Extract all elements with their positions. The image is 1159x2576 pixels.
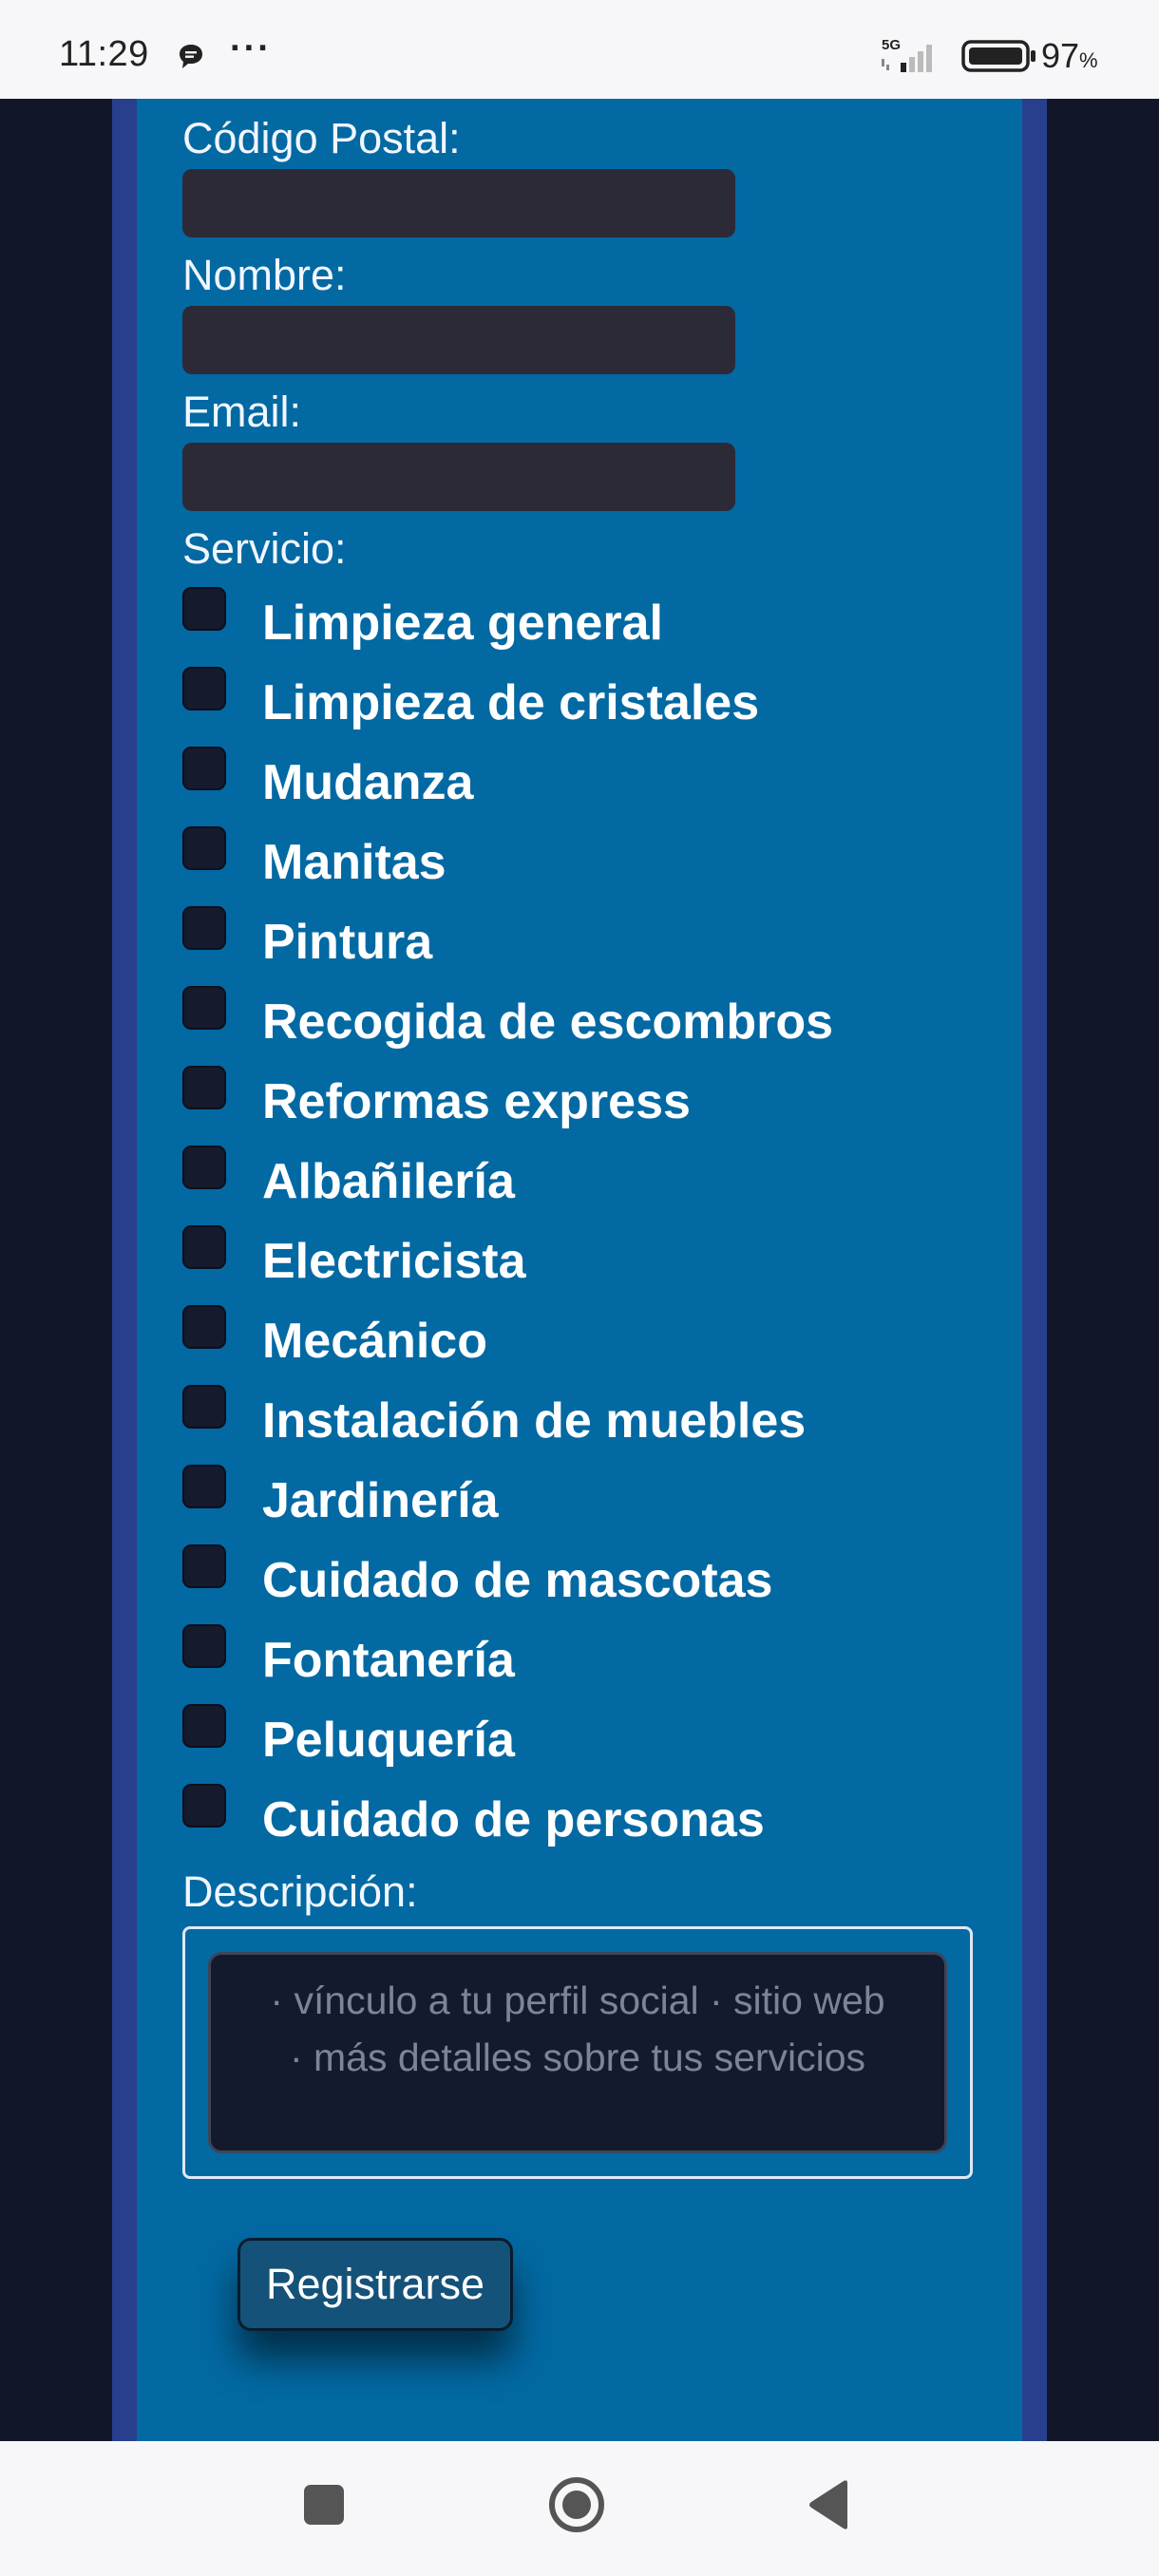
service-option-label: Instalación de muebles: [262, 1393, 807, 1449]
service-label: Servicio:: [182, 524, 347, 573]
register-button[interactable]: Registrarse: [238, 2238, 513, 2331]
email-input[interactable]: [182, 443, 735, 511]
service-checkbox[interactable]: [182, 667, 226, 710]
service-checkbox[interactable]: [182, 1146, 226, 1189]
more-notifications-icon: ···: [230, 28, 272, 68]
service-checkbox[interactable]: [182, 1624, 226, 1668]
service-option-label: Recogida de escombros: [262, 994, 834, 1050]
service-option-label: Jardinería: [262, 1473, 499, 1528]
network-type-text: 5G: [882, 37, 902, 53]
service-checkbox[interactable]: [182, 747, 226, 790]
chat-bubble-icon: [177, 42, 205, 70]
description-label: Descripción:: [182, 1867, 418, 1916]
service-checkbox[interactable]: [182, 826, 226, 870]
service-option-label: Cuidado de mascotas: [262, 1553, 773, 1608]
service-checkbox[interactable]: [182, 906, 226, 950]
service-option-label: Manitas: [262, 835, 446, 890]
description-placeholder: [228, 1972, 927, 2086]
service-checkbox[interactable]: [182, 1066, 226, 1109]
status-time: 11:29: [59, 34, 149, 74]
service-option-label: Fontanería: [262, 1633, 515, 1688]
battery-percent: 97%: [1041, 36, 1098, 75]
service-option-label: Albañilería: [262, 1154, 515, 1209]
service-option-label: Limpieza general: [262, 596, 663, 651]
service-checkbox[interactable]: [182, 986, 226, 1030]
email-label: Email:: [182, 388, 302, 436]
postal-code-label: Código Postal:: [182, 114, 461, 162]
service-option-label: Peluquería: [262, 1713, 515, 1768]
navigation-bar: [0, 2441, 1159, 2576]
service-checkbox[interactable]: [182, 1225, 226, 1269]
postal-code-input[interactable]: [182, 169, 735, 237]
service-option-label: Electricista: [262, 1234, 526, 1289]
service-option-label: Reformas express: [262, 1074, 691, 1129]
service-checkbox[interactable]: [182, 1784, 226, 1828]
service-option-label: Mudanza: [262, 755, 474, 810]
service-option-label: Cuidado de personas: [262, 1792, 765, 1847]
service-option-label: Pintura: [262, 915, 433, 970]
description-placeholder-line: · más detalles sobre tus servicios: [289, 2036, 866, 2079]
battery-icon: [961, 40, 1037, 72]
service-checkbox[interactable]: [182, 1704, 226, 1748]
name-input[interactable]: [182, 306, 735, 374]
service-checkbox[interactable]: [182, 1465, 226, 1508]
back-icon[interactable]: [806, 2479, 851, 2530]
signal-5g-icon: [880, 36, 948, 76]
name-label: Nombre:: [182, 251, 347, 299]
description-fieldset: [182, 1926, 973, 2179]
service-checkbox[interactable]: [182, 1385, 226, 1429]
service-checkbox[interactable]: [182, 1305, 226, 1349]
service-option-label: Limpieza de cristales: [262, 675, 760, 730]
home-icon[interactable]: [547, 2475, 606, 2534]
description-textarea[interactable]: [208, 1952, 947, 2153]
status-bar: [0, 0, 1159, 99]
service-checkbox[interactable]: [182, 1544, 226, 1588]
registration-form: [137, 99, 1022, 2441]
service-option-label: Mecánico: [262, 1314, 487, 1369]
service-checkbox[interactable]: [182, 587, 226, 631]
recent-apps-icon[interactable]: [302, 2483, 346, 2527]
description-placeholder-line: · vínculo a tu perfil social · sitio web: [270, 1979, 885, 2022]
